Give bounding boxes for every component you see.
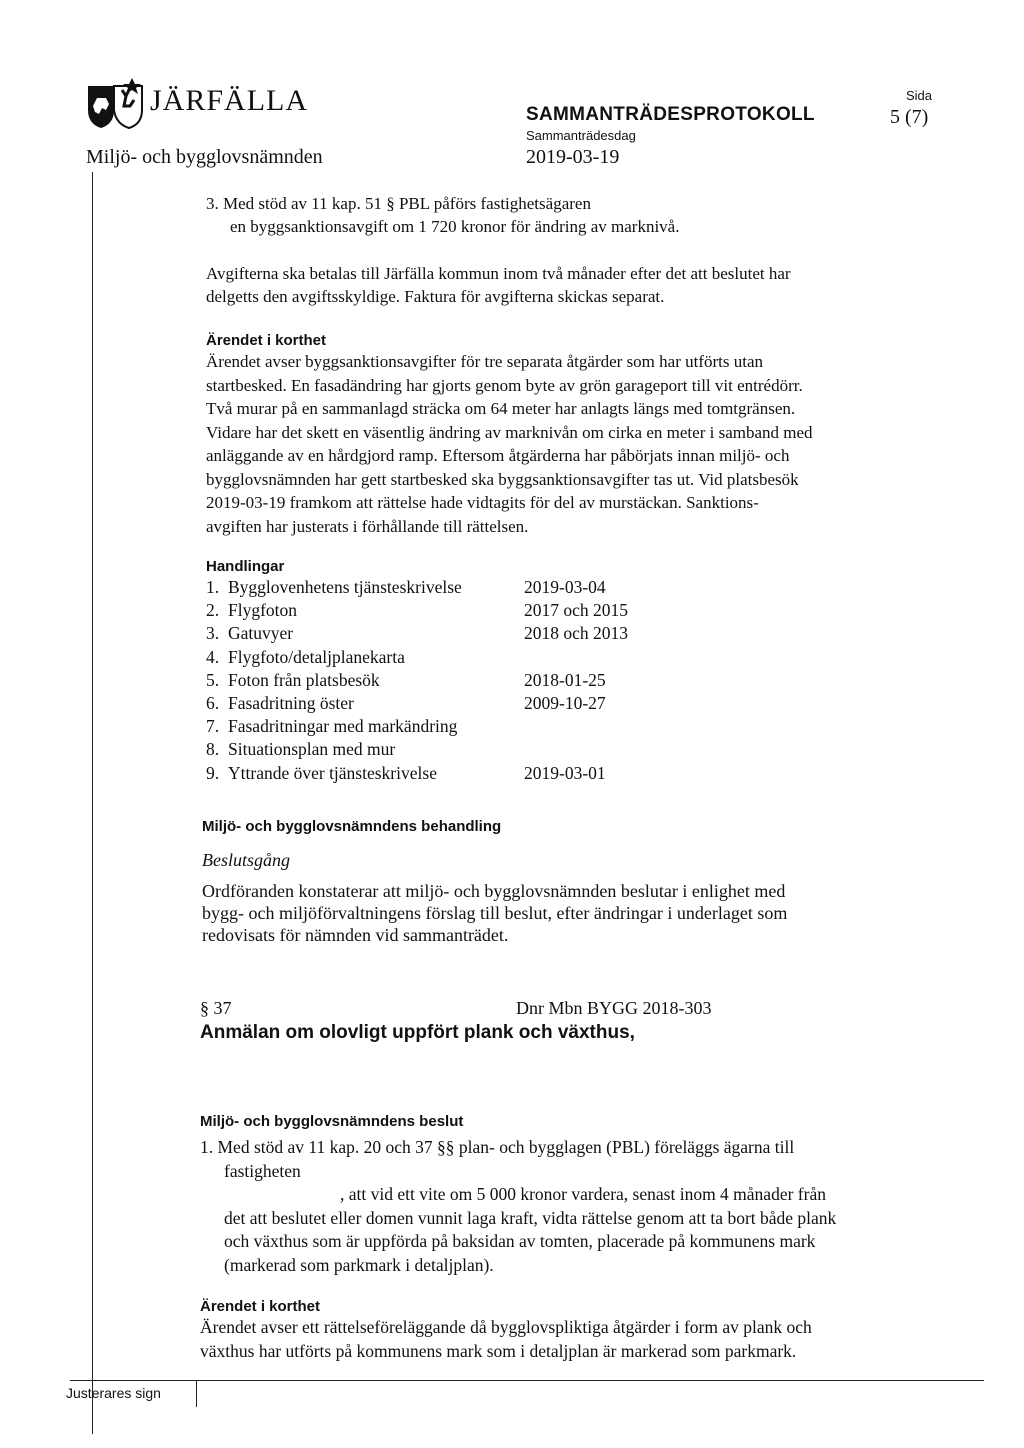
- page-label: Sida: [906, 88, 933, 103]
- decision-item-1-line: 1. Med stöd av 11 kap. 20 och 37 §§ plan- och bygglagen (PBL) föreläggs ägarna till: [200, 1137, 795, 1157]
- treatment-line: redovisats för nämnden vid sammanträdet.: [202, 925, 509, 945]
- documents-heading: Handlingar: [206, 558, 285, 575]
- list-item: 1. Bygglovenhetens tjänsteskrivelse 2019-03-04: [206, 577, 606, 597]
- decision-item-1-line: och växthus som är uppförda på baksidan av tomten, placerade på kommunens mark: [224, 1231, 816, 1251]
- decision-item-1-line: (markerad som parkmark i detaljplan).: [224, 1254, 494, 1275]
- payment-paragraph-line2: delgetts den avgiftsskyldige. Faktura för avgifterna skickas separat.: [206, 287, 665, 306]
- treatment-subheading: Beslutsgång: [202, 850, 290, 870]
- list-item: 6. Fasadritning öster 2009-10-27: [206, 692, 606, 713]
- summary-paragraph-37: [200, 1316, 812, 1363]
- summary-line: avgiften har justerats i förhållande till rättelsen.: [206, 516, 529, 536]
- summary-heading-37: Ärendet i korthet: [200, 1298, 321, 1315]
- decision-heading: Miljö- och bygglovsnämndens beslut: [200, 1113, 464, 1130]
- summary-line: anläggande av en hårdgjord ramp. Eftersom åtgärderna har påbörjats innan miljö- och: [206, 446, 790, 465]
- summary-heading: Ärendet i korthet: [206, 332, 327, 349]
- treatment-line: Ordföranden konstaterar att miljö- och bygglovsnämnden beslutar i enlighet med: [202, 881, 786, 901]
- page-number: 5 (7): [890, 106, 929, 128]
- paragraph-number: § 37: [200, 998, 232, 1018]
- summary-paragraph: [206, 350, 813, 538]
- signature-label: Justerares sign: [66, 1385, 161, 1401]
- list-item: 2. Flygfoton 2017 och 2015: [206, 600, 629, 621]
- list-item: 7. Fasadritningar med markändring: [206, 716, 458, 737]
- payment-paragraph-line1: Avgifterna ska betalas till Järfälla kommun inom två månader efter det att beslutet har: [206, 264, 791, 283]
- coat-of-arms-icon: [84, 76, 146, 130]
- meeting-date: 2019-03-19: [526, 146, 620, 168]
- case-title: Anmälan om olovligt uppfört plank och växthus,: [200, 1022, 635, 1043]
- list-item: 4. Flygfoto/detaljplanekarta: [206, 646, 405, 667]
- treatment-paragraph: [202, 880, 787, 946]
- treatment-line: bygg- och miljöförvaltningens förslag till beslut, efter ändringar i underlaget som: [202, 903, 788, 923]
- summary-line: Två murar på en sammanlagd sträcka om 64 meter har anlagts längs med tomtgränsen.: [206, 399, 796, 418]
- summary-line: startbesked. En fasadändring har gjorts genom byte av grön garageport till vit entrédörr.: [206, 375, 803, 395]
- decision-item-3-line1: 3. Med stöd av 11 kap. 51 § PBL påförs fastighetsägaren: [206, 194, 591, 213]
- documents-list: [206, 577, 628, 786]
- decision-item-1-line: fastigheten: [224, 1160, 301, 1181]
- list-item: 8. Situationsplan med mur: [206, 739, 396, 760]
- decision-item-1: [200, 1136, 836, 1277]
- date-label: Sammanträdesdag: [526, 128, 636, 143]
- decision-item-3-line2: en byggsanktionsavgift om 1 720 kronor för ändring av marknivå.: [230, 217, 680, 236]
- list-item: 5. Foton från platsbesök 2018-01-25: [206, 669, 606, 690]
- summary-line: Ärendet avser byggsanktionsavgifter för tre separata åtgärder som har utförts utan: [206, 352, 764, 371]
- committee-name: Miljö- och bygglovsnämnden: [86, 146, 323, 168]
- diary-number: Dnr Mbn BYGG 2018-303: [516, 998, 712, 1018]
- footer-rule: [196, 1380, 984, 1381]
- summary-line: växthus har utförts på kommunens mark som i detaljplan är markerad som parkmark.: [200, 1340, 797, 1361]
- summary-line: Vidare har det skett en väsentlig ändring av marknivån om cirka en meter i samband med: [206, 422, 813, 442]
- document-type: SAMMANTRÄDESPROTOKOLL: [526, 104, 815, 125]
- margin-line: [92, 172, 93, 1434]
- municipality-name: JÄRFÄLLA: [150, 84, 309, 117]
- decision-item-1-line: , att vid ett vite om 5 000 kronor vardera, senast inom 4 månader från: [340, 1184, 826, 1204]
- summary-line: bygglovsnämnden har gett startbesked ska byggsanktionsavgifter tas ut. Vid platsbesök: [206, 469, 799, 489]
- list-item: 3. Gatuvyer 2018 och 2013: [206, 623, 629, 644]
- decision-item-1-line: det att beslutet eller domen vunnit laga kraft, vidta rättelse genom att ta bort både plank: [224, 1207, 837, 1228]
- summary-line: 2019-03-19 framkom att rättelse hade vidtagits för del av murstäckan. Sanktions-: [206, 493, 759, 512]
- list-item: 9. Yttrande över tjänsteskrivelse 2019-03-01: [206, 762, 606, 783]
- treatment-heading: Miljö- och bygglovsnämndens behandling: [202, 818, 502, 835]
- summary-line: Ärendet avser ett rättelseföreläggande då bygglovspliktiga åtgärder i form av plank och: [200, 1317, 812, 1337]
